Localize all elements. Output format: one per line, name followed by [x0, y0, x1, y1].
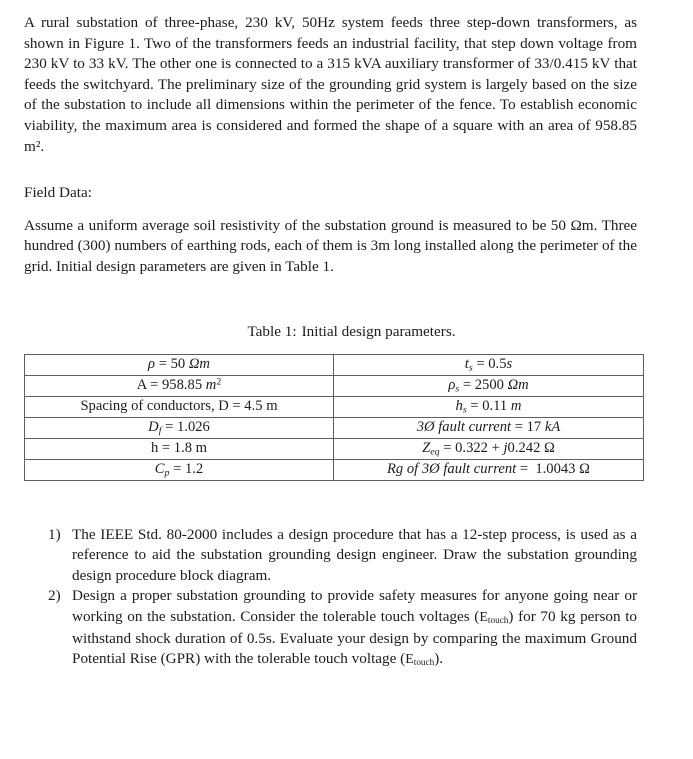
- table-cell-left: A = 958.85 $m^2$: [25, 375, 334, 396]
- questions-list: [0, 525, 693, 671]
- table-cell-left: $C_p = 1.2$: [25, 459, 334, 480]
- initial-design-parameters-table: [24, 354, 644, 481]
- paragraph-spacer: [0, 157, 693, 183]
- table-top-spacer-2: [0, 304, 693, 322]
- table-cell-left: ρ = 50 Ωm: [25, 354, 334, 375]
- table-row: [25, 459, 644, 480]
- table-row: [25, 438, 644, 459]
- table-bottom-spacer-2: [0, 507, 693, 525]
- question-item: Design a proper substation grounding to provide safety measures for anyone going near or working on the substation. Consider the tolerable touch voltages $(E_{touch})$ for 70 kg person to withstand shock duration of 0.5s. Evaluate your design by comparing the maximum Ground Potential Rise (GPR) with the tolerable touch voltage $(E_{touch})$.: [72, 587, 638, 668]
- table-cell-right: Rg of 3Ø fault current = 1.0043 Ω: [334, 459, 644, 480]
- table-cell-left: $D_f = 1.026$: [25, 417, 334, 438]
- heading-spacer: [0, 204, 693, 216]
- field-data-paragraph: Assume a uniform average soil resistivity of the substation ground is measured to be 50 Ωm. Three hundred (300) numbers of earthing rods, each of them is 3m long installed along the perimeter of the grid. Initial design parameters are given in Table 1.: [24, 216, 637, 275]
- table-cell-right: 3Ø fault current = 17 kA: [334, 417, 644, 438]
- question-item: The IEEE Std. 80-2000 includes a design procedure that has a 12-step process, is used as a reference to aid the substation grounding design engineer. Draw the substation grounding design procedure block diagram.: [72, 525, 637, 584]
- table-cell-left: h = 1.8 m: [25, 438, 334, 459]
- table-row: [25, 417, 644, 438]
- field-data-heading: Field Data:: [24, 184, 92, 202]
- table-caption-label: Table 1:: [247, 322, 297, 340]
- table-row: [25, 375, 644, 396]
- table-caption: [0, 322, 693, 342]
- table-cell-left: Spacing of conductors, D = 4.5 m: [25, 396, 334, 417]
- table-cell-right: $\rho_s = 2500$ Ωm: [334, 375, 644, 396]
- table-cell-right: $h_s = 0.11$ m: [334, 396, 644, 417]
- table-cell-right: $Z_{eq} = 0.322 + j0.242$ Ω: [334, 438, 644, 459]
- table-bottom-spacer: [0, 481, 693, 507]
- table-caption-text: Initial design parameters.: [301, 322, 456, 340]
- table-cell-right: $t_s = 0.5s$: [334, 354, 644, 375]
- table-row: [25, 396, 644, 417]
- table-row: [25, 354, 644, 375]
- table-top-spacer: [0, 278, 693, 304]
- intro-paragraph: A rural substation of three-phase, 230 kV, 50Hz system feeds three step-down transformers, as shown in Figure 1. Two of the transformers feeds an industrial facility, that step down voltage from 230 kV to 33 kV. The other one is connected to a 315 kVA auxiliary transformer of 33/0.415 kV that feeds the switchyard. The preliminary size of the grounding grid system is largely based on the size of the substation to include all dimensions within the perimeter of the fence. To establish economic viability, the maximum area is considered and formed the shape of a square with an area of 958.85 m².: [24, 14, 637, 155]
